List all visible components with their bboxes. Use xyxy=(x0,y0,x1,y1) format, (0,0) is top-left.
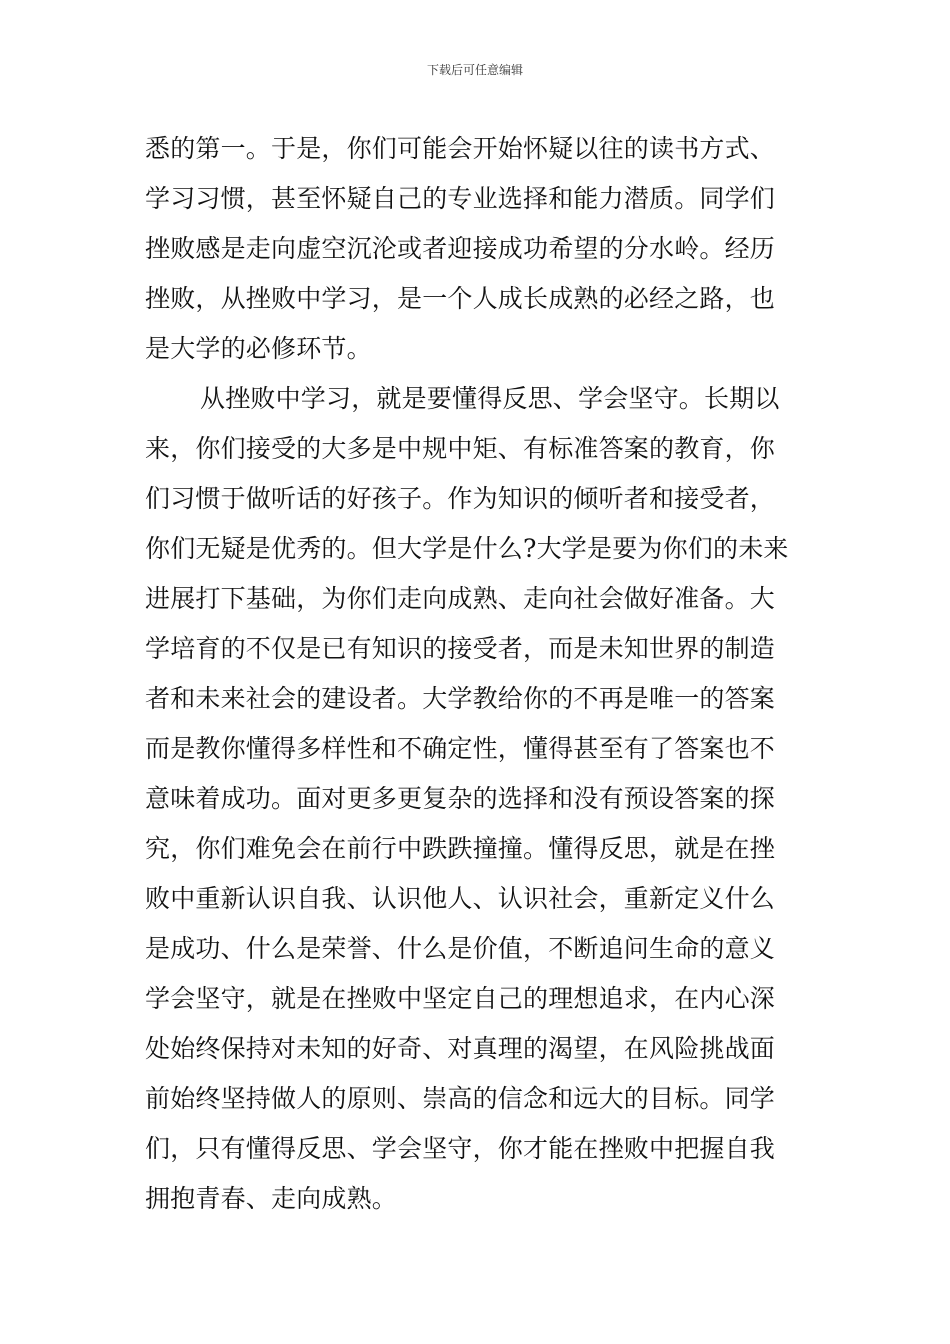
text-line: 究，你们难免会在前行中跌跌撞撞。懂得反思，就是在挫 xyxy=(145,834,776,863)
text-line: 是大学的必修环节。 xyxy=(145,334,372,363)
text-line: 败中重新认识自我、认识他人、认识社会，重新定义什么 xyxy=(145,884,776,913)
document-body xyxy=(145,124,815,1224)
text-line: 悉的第一。于是，你们可能会开始怀疑以往的读书方式、 xyxy=(145,134,776,163)
text-line: 来，你们接受的大多是中规中矩、有标准答案的教育，你 xyxy=(145,434,776,463)
text-line: 前始终坚持做人的原则、崇高的信念和远大的目标。同学 xyxy=(145,1084,776,1113)
text-line: 是成功、什么是荣誉、什么是价值，不断追问生命的意义 xyxy=(145,934,776,963)
text-line: 学培育的不仅是已有知识的接受者，而是未知世界的制造 xyxy=(145,634,776,663)
text-line: 者和未来社会的建设者。大学教给你的不再是唯一的答案 xyxy=(145,684,776,713)
text-line: 挫败感是走向虚空沉沦或者迎接成功希望的分水岭。经历 xyxy=(145,234,776,263)
text-line: 学习习惯，甚至怀疑自己的专业选择和能力潜质。同学们 xyxy=(145,184,776,213)
text-line: 们，只有懂得反思、学会坚守，你才能在挫败中把握自我 xyxy=(145,1134,776,1163)
text-line: 意味着成功。面对更多更复杂的选择和没有预设答案的探 xyxy=(145,784,776,813)
text-line: 拥抱青春、走向成熟。 xyxy=(145,1184,398,1213)
text-line: 挫败，从挫败中学习，是一个人成长成熟的必经之路，也 xyxy=(145,284,776,313)
paragraph-start-line: 从挫败中学习，就是要懂得反思、学会坚守。长期以 xyxy=(200,384,780,413)
text-line: 你们无疑是优秀的。但大学是什么?大学是要为你们的未来 xyxy=(145,534,789,563)
text-line: 学会坚守，就是在挫败中坚定自己的理想追求，在内心深 xyxy=(145,984,776,1013)
text-line: 进展打下基础，为你们走向成熟、走向社会做好准备。大 xyxy=(145,584,776,613)
text-line: 处始终保持对未知的好奇、对真理的渴望，在风险挑战面 xyxy=(145,1034,776,1063)
page-header-note: 下载后可任意编辑 xyxy=(426,63,523,77)
text-line: 们习惯于做听话的好孩子。作为知识的倾听者和接受者， xyxy=(145,484,776,513)
text-line: 而是教你懂得多样性和不确定性，懂得甚至有了答案也不 xyxy=(145,734,776,763)
